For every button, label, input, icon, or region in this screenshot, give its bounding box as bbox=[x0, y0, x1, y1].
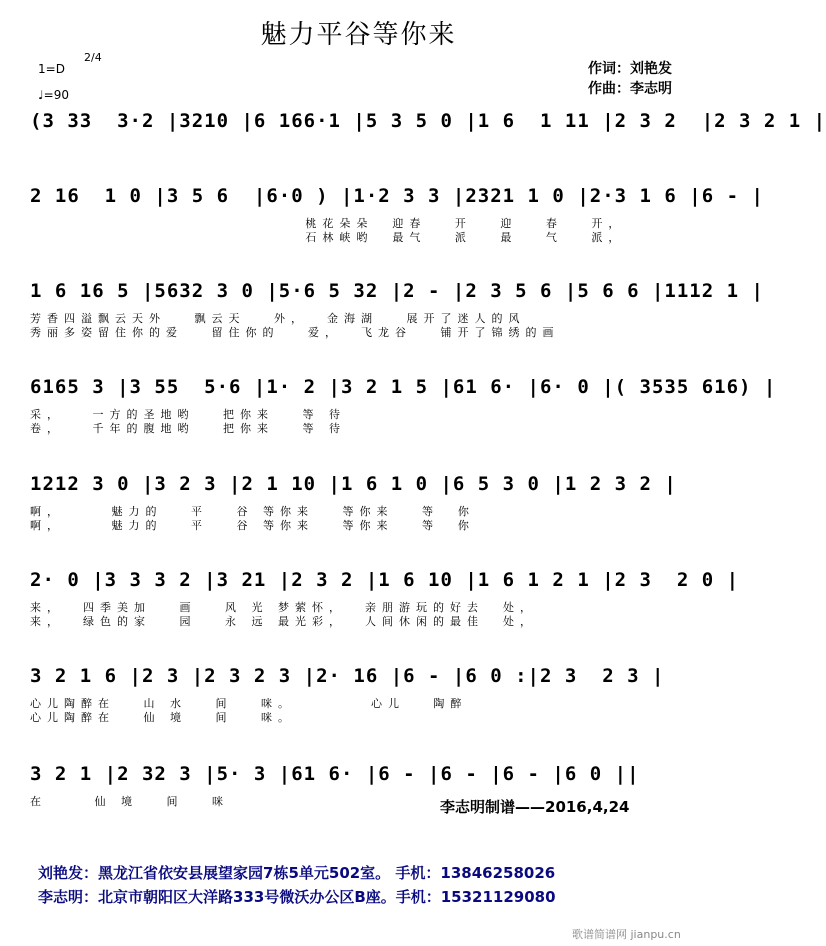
arranger-signature: 李志明制谱——2016,4,24 bbox=[440, 798, 630, 816]
lyric-verse-1: 啊， 魅力的 平 谷 等你来 等你来 等 你 bbox=[30, 505, 475, 518]
lyricist-credit: 作词：刘艳发 bbox=[588, 61, 672, 77]
notes-line: (3 33 3·2 |3210 |6 166·1 |5 3 5 0 |1 6 1 11 |2 3 2 |2 3 2 1 | bbox=[30, 110, 826, 132]
site-watermark: 歌谱简谱网 jianpu.cn bbox=[572, 928, 681, 941]
lyric-verse-2: 卷， 千年的腹地哟 把你来 等 待 bbox=[30, 422, 346, 435]
composer-credit: 作曲：李志明 bbox=[588, 81, 672, 97]
song-title: 魅力平谷等你来 bbox=[260, 20, 457, 50]
lyric-verse-2: 心儿陶醉在 仙 境 间 咪。 bbox=[30, 711, 295, 724]
lyric-verse-1: 心儿陶醉在 山 水 间 咪。 心儿 陶醉 bbox=[30, 697, 468, 710]
tempo-marking: ♩=90 bbox=[38, 88, 69, 102]
lyric-verse-1: 采， 一方的圣地哟 把你来 等 待 bbox=[30, 408, 346, 421]
contact-line-composer: 李志明：北京市朝阳区大洋路333号微沃办公区B座。手机：15321129080 bbox=[38, 888, 556, 906]
lyric-verse-2: 石林峡哟 最气 派 最 气 派， bbox=[30, 231, 626, 244]
notes-line: 3 2 1 |2 32 3 |5· 3 |61 6· |6 - |6 - |6 - |6 0 || bbox=[30, 763, 640, 785]
notes-line: 2· 0 |3 3 3 2 |3 21 |2 3 2 |1 6 10 |1 6 1 2 1 |2 3 2 0 | bbox=[30, 569, 740, 591]
lyric-verse-2: 秀丽多姿留住你的爱 留住你的 爱， 飞龙谷 铺开了锦绣的画 bbox=[30, 326, 560, 339]
lyric-verse-2: 来， 绿色的家 园 永 远 最光彩， 人间休闲的最佳 处， bbox=[30, 615, 537, 628]
lyric-verse-2: 啊， 魅力的 平 谷 等你来 等你来 等 你 bbox=[30, 519, 475, 532]
lyric-verse-1: 来， 四季美加 画 风 光 梦萦怀， 亲朋游玩的好去 处， bbox=[30, 601, 537, 614]
contact-line-lyricist: 刘艳发：黑龙江省依安县展望家园7栋5单元502室。 手机：13846258026 bbox=[38, 864, 556, 882]
notes-line: 2 16 1 0 |3 5 6 |6·0 ) |1·2 3 3 |2321 1 0 |2·3 1 6 |6 - | bbox=[30, 185, 764, 207]
notes-line: 3 2 1 6 |2 3 |2 3 2 3 |2· 16 |6 - |6 0 :|2 3 2 3 | bbox=[30, 665, 665, 687]
lyric-verse-1: 芳香四溢飘云天外 飘云天 外， 金海湖 展开了迷人的风 bbox=[30, 312, 526, 325]
time-signature: 2/4 bbox=[84, 51, 102, 64]
lyric-verse-1: 在 仙 境 间 咪 bbox=[30, 795, 229, 808]
key-signature: 1=D bbox=[38, 62, 65, 76]
notes-line: 1212 3 0 |3 2 3 |2 1 10 |1 6 1 0 |6 5 3 0 |1 2 3 2 | bbox=[30, 473, 677, 495]
notes-line: 1 6 16 5 |5632 3 0 |5·6 5 32 |2 - |2 3 5 6 |5 6 6 |1112 1 | bbox=[30, 280, 764, 302]
notes-line: 6165 3 |3 55 5·6 |1· 2 |3 2 1 5 |61 6· |6· 0 |( 3535 616) | bbox=[30, 376, 777, 398]
lyric-verse-1: 桃花朵朵 迎春 开 迎 春 开， bbox=[30, 217, 626, 230]
